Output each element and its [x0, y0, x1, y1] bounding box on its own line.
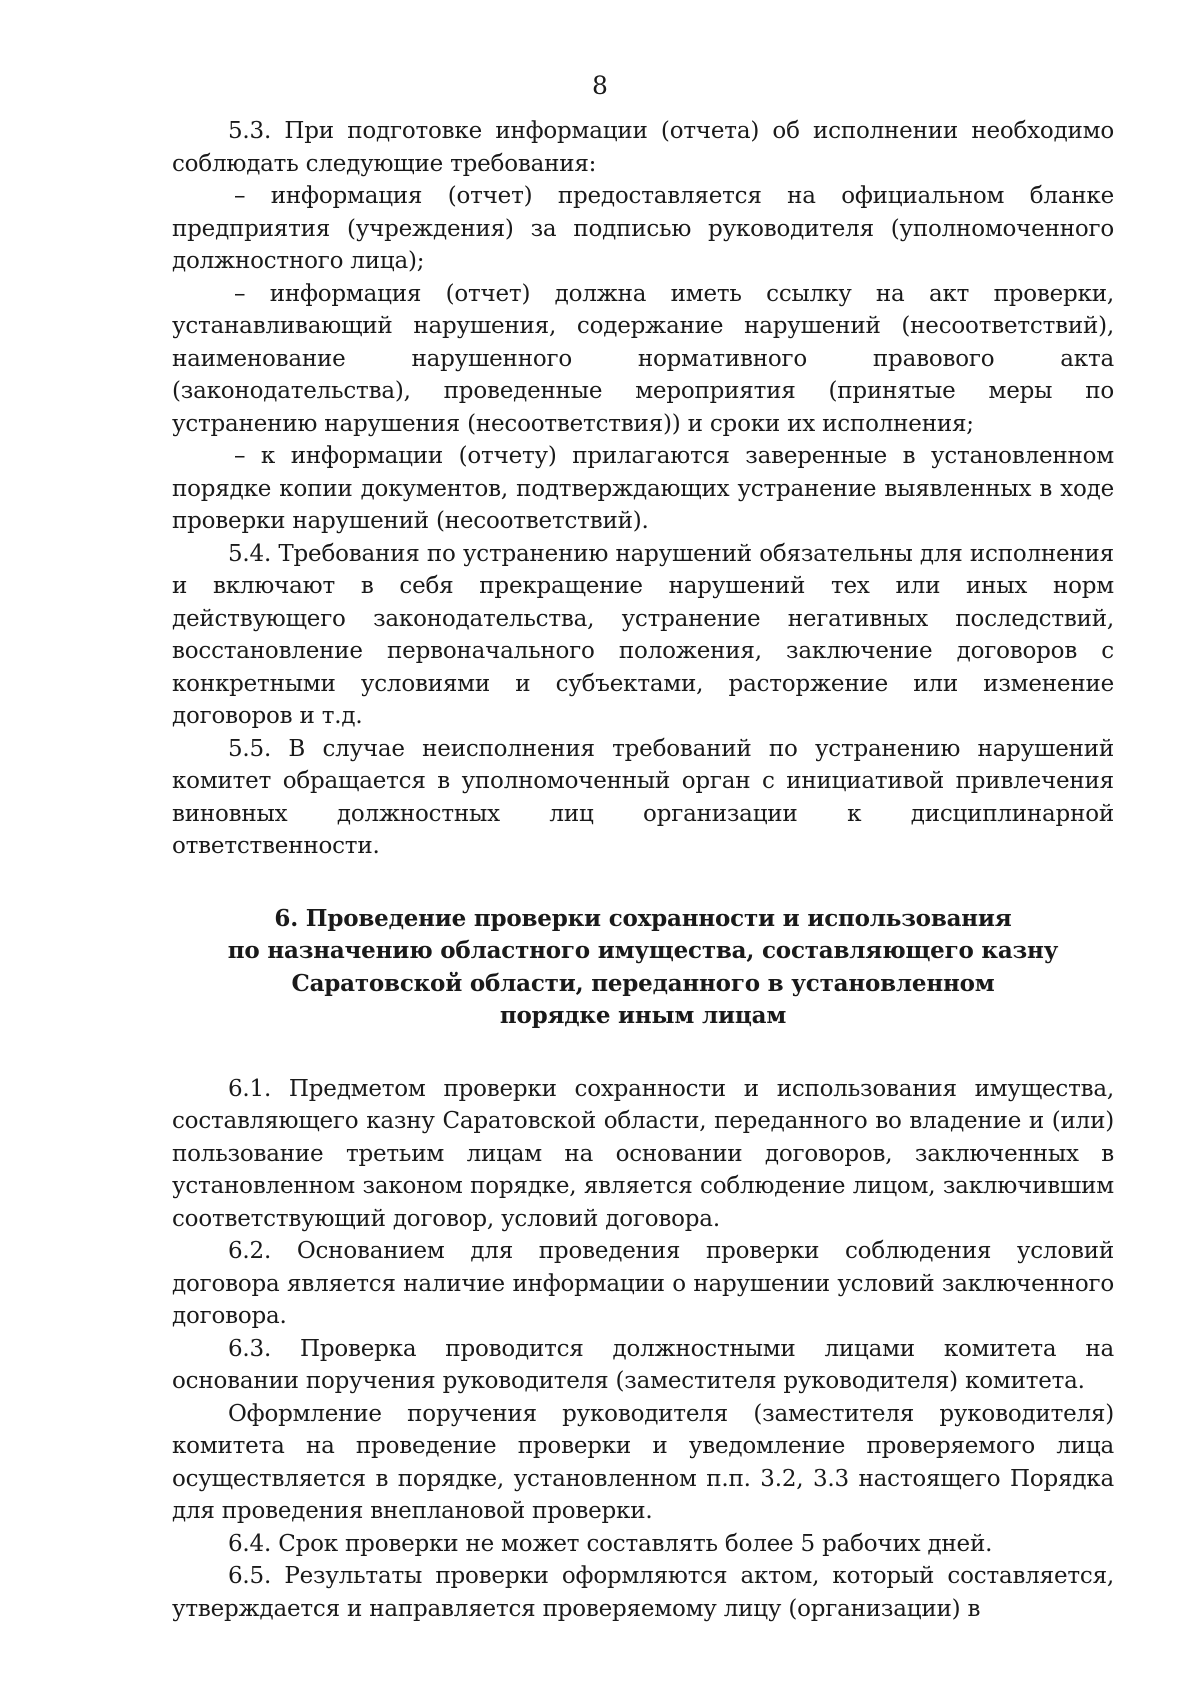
- list-item: – информация (отчет) предоставляется на официальном бланке предприятия (учреждения) за подписью руководителя (уполномоченного должностного лица);: [172, 183, 1114, 274]
- paragraph-5-5: 5.5. В случае неисполнения требований по устранению нарушений комитет обращается в уполномоченный орган с инициативой привлечения виновных должностных лиц организации к дисциплинарной ответственности.: [172, 735, 1114, 859]
- page-number: 8: [592, 71, 608, 100]
- paragraph-6-2: 6.2. Основанием для проведения проверки соблюдения условий договора является наличие информации о нарушении условий заключенного договора.: [172, 1238, 1114, 1329]
- heading-line: по назначению областного имущества, составляющего казну: [227, 937, 1059, 964]
- paragraph-5-4: 5.4. Требования по устранению нарушений обязательны для исполнения и включают в себя прекращение нарушений тех или иных норм действующего законодательства, устранение негативных последствий, восстановление первоначального положения, заключение договоров с конкретными условиями и субъектами, расторжение или изменение договоров и т.д.: [172, 540, 1114, 729]
- document-body: [172, 115, 1114, 1625]
- list-item: – информация (отчет) должна иметь ссылку на акт проверки, устанавливающий нарушения, содержание нарушений (несоответствий), наименование нарушенного нормативного правового акта (законодательства), проведенные мероприятия (принятые меры по устранению нарушения (несоответствия)) и сроки их исполнения;: [172, 280, 1114, 437]
- heading-line: порядке иным лицам: [499, 1002, 787, 1029]
- paragraph-6-1: 6.1. Предметом проверки сохранности и использования имущества, составляющего казну Саратовской области, переданного во владение и (или) пользование третьим лицам на основании договоров, заключенных в установленном законом порядке, является соблюдение лицом, заключившим соответствующий договор, условий договора.: [172, 1075, 1114, 1232]
- heading-line: Саратовской области, переданного в установленном: [291, 969, 995, 997]
- paragraph-6-3-continued: Оформление поручения руководителя (заместителя руководителя) комитета на проведение проверки и уведомление проверяемого лица осуществляется в порядке, установленном п.п. 3.2, 3.3 настоящего Порядка для проведения внеплановой проверки.: [172, 1400, 1114, 1524]
- paragraph-6-5: 6.5. Результаты проверки оформляются актом, который составляется, утверждается и направляется проверяемому лицу (организации) в: [172, 1563, 1114, 1622]
- heading-line: 6. Проведение проверки сохранности и использования: [274, 904, 1012, 932]
- paragraph-5-3: 5.3. При подготовке информации (отчета) об исполнении необходимо соблюдать следующие требования:: [172, 118, 1114, 177]
- section-6-heading: [172, 903, 1114, 1033]
- paragraph-6-4: 6.4. Срок проверки не может составлять более 5 рабочих дней.: [228, 1530, 993, 1557]
- paragraph-6-3: 6.3. Проверка проводится должностными лицами комитета на основании поручения руководителя (заместителя руководителя) комитета.: [172, 1335, 1114, 1394]
- list-item: – к информации (отчету) прилагаются заверенные в установленном порядке копии документов, подтверждающих устранение выявленных в ходе проверки нарушений (несоответствий).: [172, 443, 1114, 534]
